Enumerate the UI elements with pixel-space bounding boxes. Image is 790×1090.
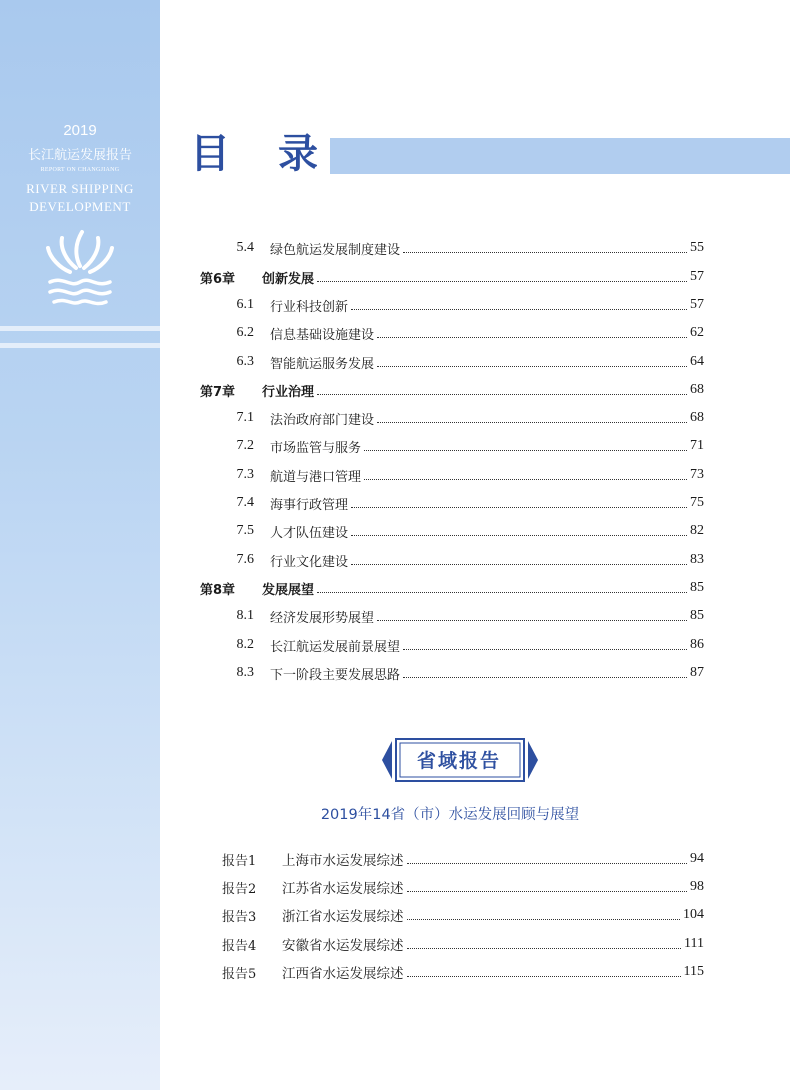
toc-row[interactable] (196, 294, 704, 316)
toc-row[interactable] (196, 351, 704, 373)
toc-label: 信息基础设施建设 (270, 327, 375, 343)
toc-label: 人才队伍建设 (270, 525, 349, 541)
section-subtitle: 2019年14省（市）水运发展回顾与展望 (320, 807, 580, 823)
toc-row[interactable] (196, 237, 704, 259)
toc-number: 第7章 (200, 384, 236, 400)
dot-leader (407, 919, 681, 920)
dot-leader (364, 450, 687, 451)
toc-number: 第8章 (200, 582, 236, 598)
sidebar-band (0, 0, 160, 1090)
toc-page: 57 (690, 269, 704, 284)
toc-label: 法治政府部门建设 (270, 412, 375, 428)
report-number: 报告2 (222, 881, 257, 897)
report-number: 报告1 (222, 853, 257, 869)
toc-row[interactable] (196, 464, 704, 486)
toc-number: 7.6 (236, 552, 254, 567)
report-row[interactable] (222, 876, 704, 898)
toc-label: 行业科技创新 (270, 299, 349, 315)
report-label: 江西省水运发展综述 (282, 966, 404, 982)
dot-leader (407, 976, 681, 977)
toc-page: 55 (690, 240, 704, 255)
dot-leader (351, 507, 687, 508)
report-row[interactable] (222, 961, 704, 983)
toc-page: 87 (690, 665, 704, 680)
dot-leader (377, 366, 687, 367)
dot-leader (351, 564, 687, 565)
toc-row[interactable] (196, 549, 704, 571)
toc-number: 6.2 (236, 325, 254, 340)
report-page: 111 (684, 936, 704, 951)
toc-page: 68 (690, 382, 704, 397)
title-char-2: 录 (278, 131, 318, 177)
toc-number: 8.2 (236, 637, 254, 652)
toc-number: 7.4 (236, 495, 254, 510)
toc-row[interactable] (196, 379, 704, 401)
toc-page: 73 (690, 467, 704, 482)
toc-page: 86 (690, 637, 704, 652)
dot-leader (317, 281, 687, 282)
dot-leader (403, 649, 687, 650)
river-wave-logo-icon (40, 226, 120, 310)
toc-row[interactable] (196, 492, 704, 514)
dot-leader (377, 620, 687, 621)
toc-number: 7.5 (236, 523, 254, 538)
report-number: 报告3 (222, 909, 257, 925)
toc-label: 海事行政管理 (270, 497, 349, 513)
report-row[interactable] (222, 933, 704, 955)
toc-page: 75 (690, 495, 704, 510)
toc-page: 71 (690, 438, 704, 453)
toc-number: 第6章 (200, 271, 236, 287)
toc-page: 62 (690, 325, 704, 340)
toc-number: 7.1 (236, 410, 254, 425)
toc-page: 83 (690, 552, 704, 567)
title-char-1: 目 (190, 131, 230, 177)
toc-page: 85 (690, 580, 704, 595)
dot-leader (403, 677, 687, 678)
sidebar-en-line1: RIVER SHIPPING (26, 181, 134, 196)
dot-leader (403, 252, 687, 253)
toc-label: 下一阶段主要发展思路 (270, 667, 401, 683)
title-accent-bar (330, 138, 790, 174)
sidebar-year: 2019 (63, 122, 97, 139)
dot-leader (407, 948, 682, 949)
toc-label: 行业文化建设 (270, 554, 349, 570)
toc-row[interactable] (196, 435, 704, 457)
sidebar-en-line2: DEVELOPMENT (29, 199, 131, 214)
toc-page: 64 (690, 354, 704, 369)
toc-label: 航道与港口管理 (270, 469, 362, 485)
sidebar-report-on: REPORT ON CHANGJIANG (40, 167, 120, 173)
toc-number: 5.4 (236, 240, 254, 255)
dot-leader (317, 592, 687, 593)
toc-number: 7.2 (236, 438, 254, 453)
report-label: 江苏省水运发展综述 (282, 881, 404, 897)
sidebar-stripe (0, 343, 160, 348)
report-label: 上海市水运发展综述 (282, 853, 404, 869)
report-label: 安徽省水运发展综述 (282, 938, 404, 954)
dot-leader (364, 479, 687, 480)
dot-leader (407, 891, 688, 892)
toc-page: 57 (690, 297, 704, 312)
toc-row[interactable] (196, 266, 704, 288)
toc-number: 8.1 (236, 608, 254, 623)
report-label: 浙江省水运发展综述 (282, 909, 404, 925)
toc-number: 6.3 (236, 354, 254, 369)
toc-row[interactable] (196, 662, 704, 684)
toc-row[interactable] (196, 322, 704, 344)
toc-label: 创新发展 (262, 271, 315, 287)
toc-row[interactable] (196, 520, 704, 542)
dot-leader (407, 863, 688, 864)
dot-leader (351, 309, 687, 310)
toc-label: 发展展望 (262, 582, 315, 598)
report-page: 94 (690, 851, 704, 866)
dot-leader (377, 422, 687, 423)
toc-row[interactable] (196, 605, 704, 627)
dot-leader (317, 394, 687, 395)
toc-label: 智能航运服务发展 (270, 356, 375, 372)
toc-row[interactable] (196, 577, 704, 599)
toc-number: 6.1 (236, 297, 254, 312)
report-row[interactable] (222, 848, 704, 870)
toc-label: 市场监管与服务 (270, 440, 362, 456)
toc-row[interactable] (196, 407, 704, 429)
report-page: 115 (683, 964, 704, 979)
toc-label: 绿色航运发展制度建设 (270, 242, 401, 258)
report-page: 98 (690, 879, 704, 894)
dot-leader (377, 337, 687, 338)
report-page: 104 (683, 907, 704, 922)
toc-number: 7.3 (236, 467, 254, 482)
report-number: 报告4 (222, 938, 257, 954)
toc-page: 85 (690, 608, 704, 623)
toc-label: 长江航运发展前景展望 (270, 639, 401, 655)
toc-page: 82 (690, 523, 704, 538)
toc-label: 行业治理 (262, 384, 315, 400)
section-badge-label: 省域报告 (416, 750, 501, 772)
sidebar-title: 长江航运发展报告 (27, 148, 132, 163)
toc-label: 经济发展形势展望 (270, 610, 375, 626)
toc-page: 68 (690, 410, 704, 425)
toc-number: 8.3 (236, 665, 254, 680)
dot-leader (351, 535, 687, 536)
report-row[interactable] (222, 904, 704, 926)
sidebar-stripe (0, 326, 160, 331)
toc-row[interactable] (196, 634, 704, 656)
report-number: 报告5 (222, 966, 257, 982)
